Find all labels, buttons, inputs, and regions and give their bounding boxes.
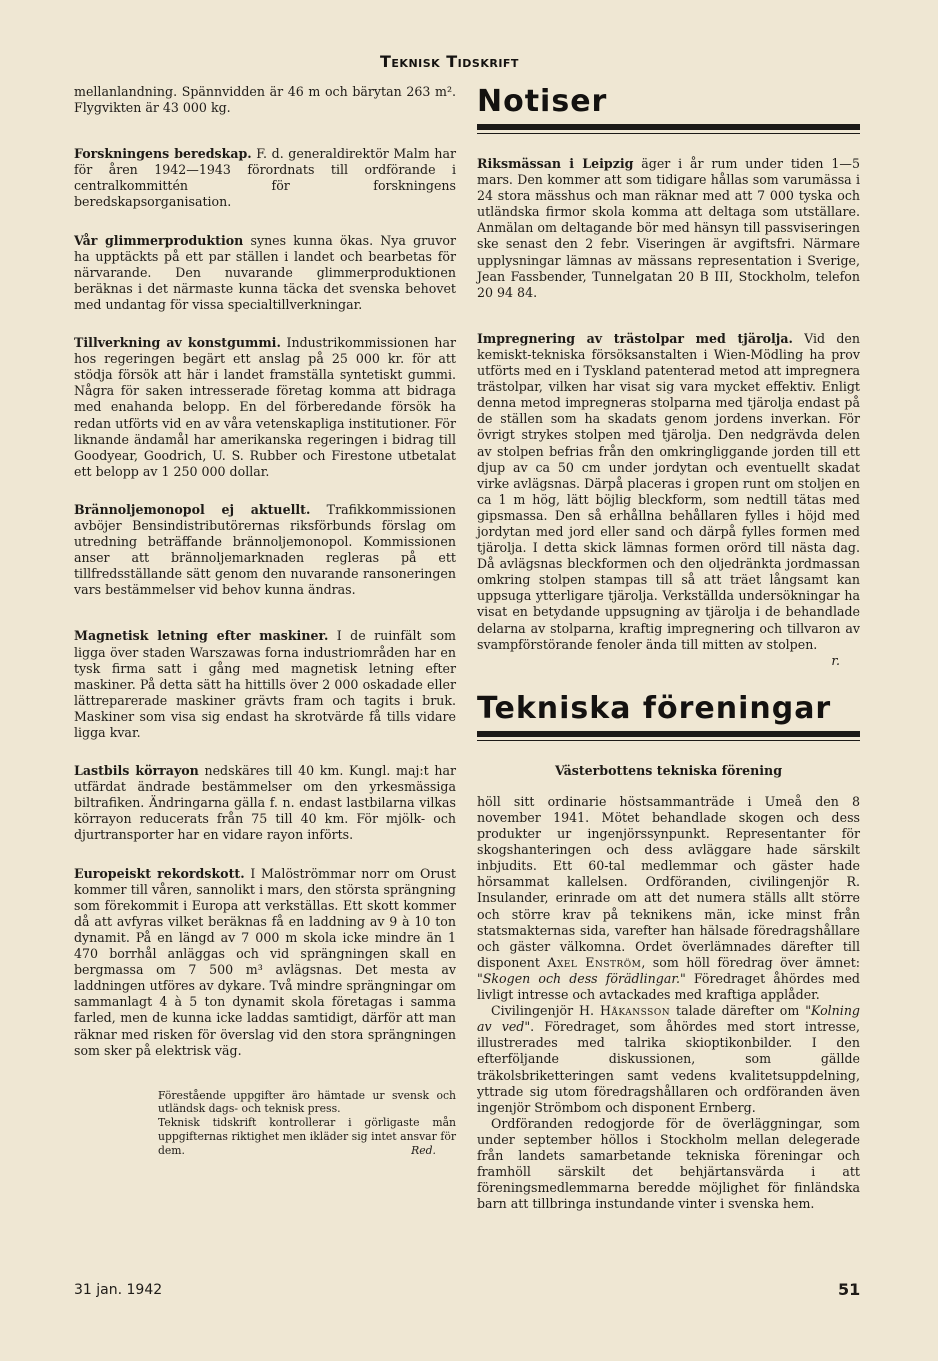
note-signature: Red. <box>411 1143 436 1157</box>
news-item <box>477 156 860 301</box>
news-item-lead: Brännoljemonopol ej aktuellt. <box>74 501 311 517</box>
news-item-text: I de ruinfält som ligga över staden Warszawas forna industriområden har en tysk firma satt i gång med magnetisk letning efter maskiner. På detta sätt ha hittills över 2 000 oskadade eller lättreparerade maskiner grävts fram och tagits i bruk. Maskiner som visa sig endast ha skrotvärde få tills vidare ligga kvar. <box>74 628 456 740</box>
heading-rule <box>477 124 860 130</box>
journal-header: Teknisk Tidskrift <box>380 52 519 71</box>
news-item <box>74 502 456 599</box>
news-item-lead: Vår glimmerproduktion <box>74 232 244 248</box>
right-column <box>477 84 860 1212</box>
page-number: 51 <box>838 1280 861 1299</box>
society-report-paragraph: höll sitt ordinarie höstsammanträde i Umeå den 8 november 1941. Mötet behandlade skogen och dess produkter ur ingenjörssynpunkt. Representanter för skogshanteringen och dess avläggare hade särskilt inbjudits. Ett 60-tal medlemmar och gäster hade hörsammat kallelsen. Ordföranden, civilingenjör R. Insulander, erinrade om att det numera ställs allt större och större krav på teknikens män, icke minst från statsmakternas sida, varefter han hälsade föredragshållare och gäster välkomna. Ordet överlämnades därefter till disponent Axel Enström, som höll föredrag över ämnet: "Skogen och dess förädlingar." Föredraget åhördes med livligt intresse och avtackades med kraftiga applåder. <box>477 793 860 1003</box>
news-item-lead: Riksmässan i Leipzig <box>477 156 634 171</box>
society-report-paragraph: Civilingenjör H. Håkansson talade därefter om "Kolning av ved". Föredraget, som åhördes med stort intresse, illustrerades med talrika skioptikonbilder. I den efterföljande diskussionen, som gällde träkolsbriketteringen samt vedens kvalitetsuppdelning, yttrade sig utom föredragshållaren och ordföranden även ingenjör Strömbom och disponent Ernberg. <box>477 1003 860 1115</box>
speaker-name: Håkansson <box>599 1003 671 1019</box>
lecture-title: "Skogen och dess förädlingar." <box>477 970 686 986</box>
news-item <box>74 628 456 741</box>
news-item-text: äger i år rum under tiden 1—5 mars. Den kommer att som tidigare hållas som varumässa i 24 stora mässhus och man räknar med att 7 000 tyska och utländska firmor skola komma att deltaga som utställare. Anmälan om deltagande bör med hänsyn till passviseringen ske senast den 2 febr. Viseringen är avgiftsfri. Närmare upplysningar lämnas av mässans representation i Sverige, Jean Fassbender, Tunnelgatan 20 B III, Stockholm, telefon 20 94 84. <box>477 156 860 300</box>
foreningar-heading: Tekniska föreningar <box>477 690 832 726</box>
news-item-lead: Lastbils körrayon <box>74 763 199 779</box>
news-item-lead: Impregnering av trästolpar med tjärolja. <box>477 330 793 346</box>
disclaimer-note: Teknisk tidskrift kontrollerar i görligaste mån uppgifternas riktighet men ikläder sig intet ansvar för dem. Red. <box>158 1116 456 1157</box>
news-item-text: F. d. generaldirektör Malm har för åren 1942—1943 förordnats till ordförande i centralkommittén för forskningens beredskapsorganisation. <box>74 146 456 210</box>
news-item <box>74 146 456 210</box>
news-item <box>74 763 456 843</box>
news-item-lead: Tillverkning av konstgummi. <box>74 335 281 351</box>
news-item-text: I Malöströmmar norr om Orust kommer till våren, sannolikt i mars, den största sprängning som förekommit i Europa att verkställas. Ett skott kommer då att avfyras vilket beräknas få en laddning av 9 à 10 ton dynamit. På en längd av 7 000 m skola icke mindre än 1 470 borrhål anläggas och vid sprängningen skall en bergmassa om 7 500 m³ avlägsnas. Det mesta av laddningen utföres av dykare. Två mindre sprängningar om sammanlagt 4 à 5 ton dynamit skola företagas i samma farled, men de kunna icke laddas samtidigt, därför att man räknar med risken för överslag vid den stora sprängningen som sker på elektrisk väg. <box>74 865 456 1058</box>
continued-paragraph: mellanlandning. Spännvidden är 46 m och bärytan 263 m². Flygvikten är 43 000 kg. <box>74 84 456 116</box>
society-report-paragraph: Ordföranden redogjorde för de överläggningar, som under september höllos i Stockholm mellan delegerade från landets samarbetande tekniska föreningar och framhöll särskilt det behjärtansvärda i att föreningsmedlemmarna beredde möjlighet för finländska barn att tillbringa instundande vinter i svenska hem. <box>477 1115 860 1212</box>
news-item-text: Trafikkommissionen avböjer Bensindistributörernas riksförbunds förslag om utredning beträffande brännoljemonopol. Kommissionen anser att brännoljemarknaden regleras på ett tillfredsställande sätt genom den nuvarande ransoneringen vars bestämmelser vid behov kunna ändras. <box>74 501 456 598</box>
news-item-lead: Magnetisk letning efter maskiner. <box>74 628 329 644</box>
news-item <box>74 866 456 1059</box>
news-item-lead: Forskningens beredskap. <box>74 146 252 162</box>
issue-date: 31 jan. 1942 <box>74 1282 163 1298</box>
news-item-text: synes kunna ökas. Nya gruvor ha upptäckts på ett par ställen i landet och bearbetas för närvarande. Den nuvarande glimmerproduktionen beräknas i det närmaste kunna täcka det svenska behovet med undantag för vissa specialtillverkningar. <box>74 232 456 312</box>
news-item-text: nedskäres till 40 km. Kungl. maj:t har utfärdat ändrade bestämmelser om den yrkesmässiga biltrafiken. Ändringarna gälla f. n. endast lastbilarna vilkas körrayon reducerats från 75 till 40 km. För mjölk- och djurtransporter har en vidare rayon införts. <box>74 763 456 843</box>
news-item <box>477 331 860 653</box>
news-item <box>74 335 456 480</box>
notiser-heading: Notiser <box>477 84 608 119</box>
source-note: Förestående uppgifter äro hämtade ur svensk och utländsk dags- och teknisk press. <box>158 1088 456 1116</box>
speaker-name: Axel Enström <box>547 954 642 970</box>
news-item-lead: Europeiskt rekordskott. <box>74 865 245 881</box>
society-name: Västerbottens tekniska förening <box>554 762 783 778</box>
notiser-signature: r. <box>831 652 840 668</box>
news-item <box>74 233 456 313</box>
heading-rule <box>477 731 860 737</box>
news-item-text: Vid den kemiskt-tekniska försöksanstalten i Wien-Mödling ha prov utförts med en i Tyskland patenterad metod att impregnera trästolpar, vilken har visat sig vara mycket effektiv. Enligt denna metod impregneras stolparna med tjärolja endast på de ställen som ha skadats genom jordens inverkan. För övrigt strykes stolpen med tjärolja. Den nedgrävda delen av stolpen befrias från den omkringliggande jorden till ett djup av ca 50 cm under jordytan och eventuellt skadat virke avlägsnas. Därpå placeras i gropen runt om stoljen en ca 1 m hög, lätt böjlig bleckform, som nedtill tätas med gipsmassa. Den så erhållna behållaren fylles i höjd med jordytan med jord eller sand och därpå fylles formen med tjärolja. I detta skick lämnas formen orörd till nästa dag. Då avlägsnas bleckformen och den oljedränkta jordmassan omkring stolpen stampas till så att träet långsamt kan uppsuga ytterligare tjärolja. Verkställda undersökningar ha visat en betydande uppsugning av tjärolja i de behandlade delarna av stolparna, kraftig impregnering och tillvaron av svampförstörande fenoler ända till mitten av stolpen. <box>477 330 860 652</box>
left-column <box>74 84 456 1158</box>
news-item-text: Industrikommissionen har hos regeringen begärt ett anslag på 25 000 kr. för att stödja försök att här i landet framställa syntetiskt gummi. Några för saken intresserade företag komma att bidraga med enahanda belopp. En del förberedande försök ha redan utförts vid en av våra vetenskapliga institutioner. För liknande ändamål har amerikanska regeringen i bidrag till Goodyear, Goodrich, U. S. Rubber och Firestone utbetalat ett belopp av 1 250 000 dollar. <box>74 335 456 479</box>
lecture-title: "Kolning av ved" <box>477 1003 860 1035</box>
